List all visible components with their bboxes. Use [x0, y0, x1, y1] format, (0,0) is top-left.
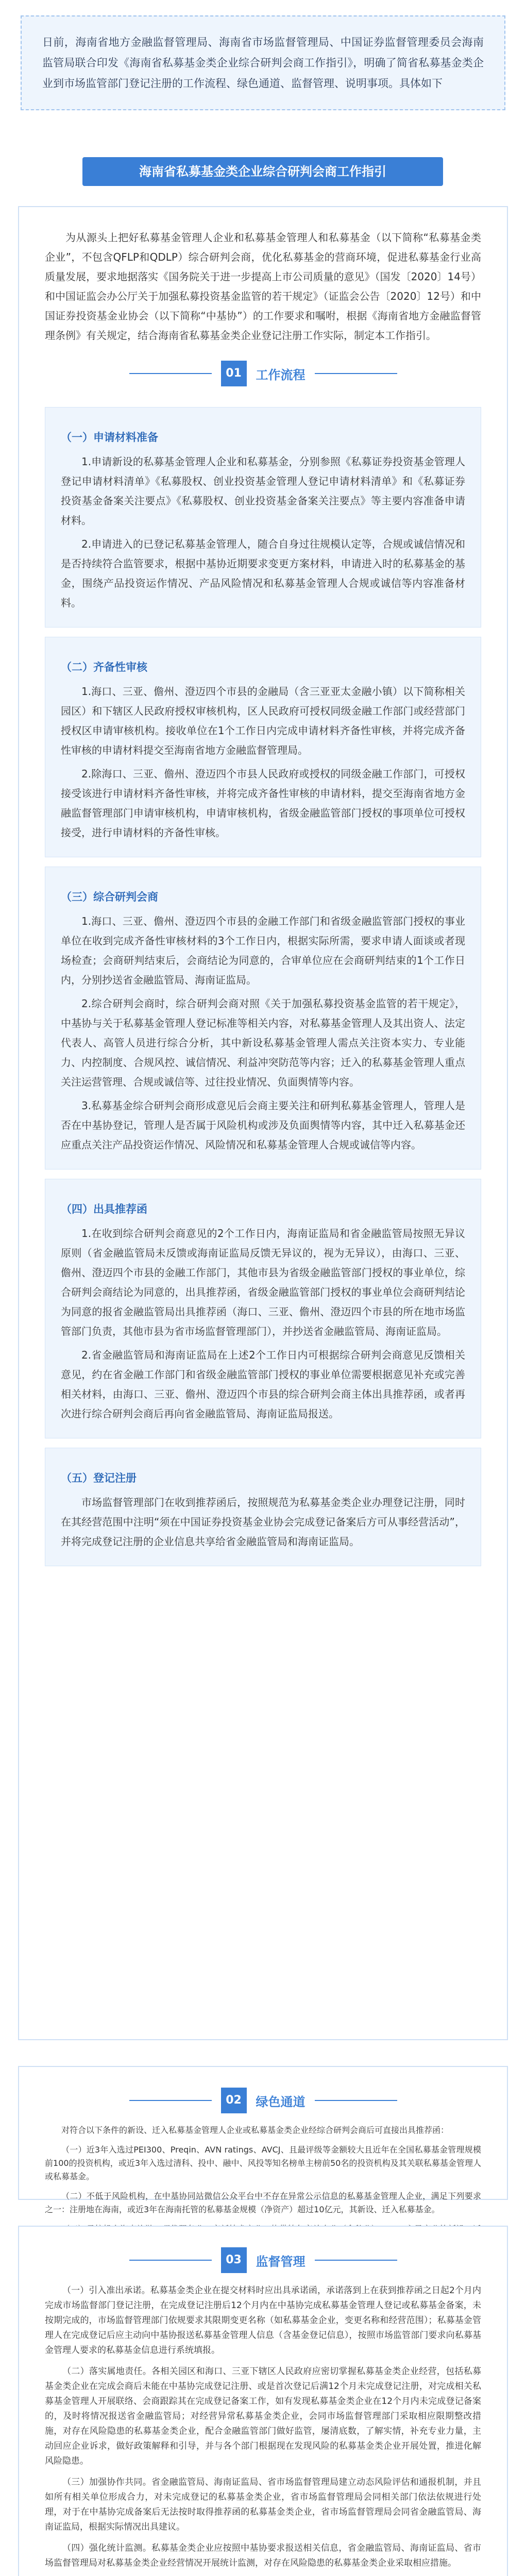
paragraph: （四）强化统计监测。私募基金类企业应按照中基协要求报送相关信息，省金融监管局、海南证监局、省市场监督管理局对私募基金类企业经营情况开展统计监测，对存在风险隐患的私募基金类企业采取相应措施。 [45, 2543, 481, 2568]
section-title: 绿色通道 [256, 2094, 306, 2109]
header-line-left [129, 2100, 212, 2101]
paragraph: 3.私募基金综合研判会商形成意见后会商主要关注和研判私募基金管理人，管理人是否在中基协登记，管理人是否属于风险机构或涉及负面舆情等内容，其中迁入私募基金还应重点关注产品投资运作情况、风险情况和私募基金管理人合规或诚信等内容。 [61, 1099, 465, 1151]
section-02-header [45, 2088, 481, 2113]
guide-title-banner: 海南省私募基金类企业综合研判会商工作指引 [82, 157, 443, 186]
subsection-box [45, 407, 481, 628]
paragraph: 2.综合研判会商时，综合研判会商对照《关于加强私募投资基金监管的若干规定》，中基协与关于私募基金管理人登记标准等相关内容，对私募基金管理人及其出资人、法定代表人、高管人员进行综合分析，其中新设私募基金管理人需点关注资本实力、专业能力、内控制度、合规风控、诚信情况、利益冲突防范等内容；迁入的私募基金管理人重点关注运营管理、合规或诚信等、过往投业情况、负面舆情等内容。 [61, 997, 465, 1088]
paragraph: 1.海口、三亚、儋州、澄迈四个市县的金融局（含三亚亚太金融小镇）以下简称相关园区）和下辖区人民政府授权审核机构，区人民政府可授权同级金融工作部门或经营部门授权区申请审核机构。接收单位在1个工作日内完成申请材料齐备性审核，并将完成齐备性审核的申请材料提交至海南省地方金融监督管理局。 [61, 685, 465, 756]
intro-text: 日前，海南省地方金融监督管理局、海南省市场监督管理局、中国证券监督管理委员会海南监管局联合印发《海南省私募基金类企业综合研判会商工作指引》，明确了简省私募基金类企业到市场监管部门登记注册的工作流程、绿色通道、监督管理、说明事项。具体如下 [42, 36, 484, 90]
paragraph: 1.海口、三亚、儋州、澄迈四个市县的金融工作部门和省级金融监管部门授权的事业单位在收到完成齐备性审核材料的3个工作日内，根据实际所需，要求申请人面谈或者现场检查；会商研判结束后，会商结论为同意的，合审单位应在会商研判结束的1个工作日内，分别抄送省金融监管局、海南证监局。 [61, 915, 465, 986]
paragraph: （一）近3年入选过PEI300、Preqin、AVN ratings、AVCJ、且最评级等金额较大且近年在全国私募基金管理规模前100的投资机构，或近3年入选过清科、投中、融中、风投等知名榜单主榜前50名的投资机构及其关联私募基金管理人或私募基金。 [45, 2145, 481, 2181]
section-02-card [18, 2066, 508, 2214]
header-line-left [129, 2260, 212, 2261]
subsection-heading: （一）申请材料准备 [61, 431, 158, 444]
header-line-left [129, 373, 212, 374]
header-line-right [315, 373, 397, 374]
section-01-card [18, 206, 508, 2040]
intro-box [21, 15, 505, 110]
paragraph: 2.申请进入的已登记私募基金管理人，随合自身过往规模认定等，合规或诚信情况和是否持续符合监管要求，根据中基协近期要求变更方案材料，申请进入时的私募基金的基金，围绕产品投资运作情况、产品风险情况和私募基金管理人合规或诚信等内容准备材料。 [61, 538, 465, 609]
subsection-heading: （四）出具推荐函 [61, 1203, 147, 1215]
section-number: 03 [221, 2247, 247, 2273]
paragraph: 市场监督管理部门在收到推荐函后，按照规范为私募基金类企业办理登记注册，同时在其经营范围中注明“须在中国证券投资基金业协会完成登记备案后方可从事经营活动”，并将完成登记注册的企业信息共享给省金融监管局和海南证监局。 [61, 1496, 465, 1548]
paragraph: 1.在收到综合研判会商意见的2个工作日内，海南证监局和省金融监管局按照无异议原则（省金融监管局未反馈或海南证监局反馈无异议的，视为无异议），由海口、三亚、儋州、澄迈四个市县的金融工作部门，其他市县为省级金融监管部门授权的事业单位，综合研判会商结论为同意的，出具推荐函，省级金融监管部门授权的事业单位会商研判结论为同意的报省金融监管局出具推荐函（海口、三亚、儋州、澄迈四个市县的所在地市场监管部门负责，其他市县为省市场监督管理部门），并抄送省金融监管局、海南证监局。 [61, 1227, 465, 1337]
paragraph: 1.申请新设的私募基金管理人企业和私募基金，分别参照《私募证券投资基金管理人登记申请材料清单》《私募股权、创业投资基金管理人登记申请材料清单》和《私募证券投资基金备案关注要点》《私募股权、创业投资基金备案关注要点》等主要内容准备申请材料。 [61, 455, 465, 527]
paragraph: （二）不低于风险机构，在中基协同站微信公众平台中不存在异常公示信息的私募基金管理人企业，满足下列要求之一：注册地在海南，或近3年在海南托管的私募基金规模（净资产）超过10亿元，其新设、迁入私募基金。 [45, 2191, 481, 2214]
paragraph: 对符合以下条件的新设、迁入私募基金管理人企业或私募基金类企业经综合研判会商后可直接出具推荐函： [61, 2125, 449, 2135]
section-01-header [45, 361, 481, 386]
paragraph: 2.省金融监管局和海南证监局在上述2个工作日内可根据综合研判会商意见反馈相关意见，约在省金融工作部门和省级金融监管部门授权的事业单位需要根据意见补充或完善相关材料，由海口、三亚、儋州、澄迈四个市县的综合研判会商主体出具推荐函，或者再次进行综合研判会商后再向省金融监管局、海南证监局报送。 [61, 1349, 465, 1420]
paragraph: （二）落实属地责任。各相关园区和海口、三亚下辖区人民政府应密切掌握私募基金类企业经营，包括私募基金类企业在完成会商后未能在中基协完成登记注册、或是首次登记后满12个月未完成登记注册，对完成相关私募基金管理人开展联络、会商跟踪其在完成登记备案工作，如有发现私募基金类企业在12个月内未完成登记备案的，及时将情况报送省金融监管局；对经营异常私募基金类企业，会同市场监督管理部门采取相应限期整改措施，对存在风险隐患的私募基金类企业，配合金融监管部门做好监管，屡清底数，了解实情，补充专业力量，主动回应企业诉求，做好政策解释和引导，并与各个部门根据现在发现风险的私募基金类企业开展处置，推进化解风险隐患。 [45, 2366, 481, 2466]
section-number: 02 [221, 2088, 247, 2113]
section-03-card [18, 2226, 508, 2576]
subsection-heading: （二）齐备性审核 [61, 661, 147, 673]
subsection-box [45, 637, 481, 857]
section-title: 监督管理 [256, 2254, 306, 2269]
subsection-heading: （五）登记注册 [61, 1472, 137, 1484]
section-number: 01 [221, 361, 247, 386]
subsection-box [45, 1448, 481, 1566]
paragraph: （三）加强协作共同。省金融监管局、海南证监局、省市场监督管理局建立动态风险评估和通报机制，并且如所有相关单位形成合力，对未完成登记的私募基金类企业，省市场监督管理局会同相关部门依法依规进行处理，对于在中基协完成备案后无法按时取得推荐函的私募基金类企业，省市场监督管理局会同省金融监管局、海南证监局，根据实际情况出具建议。 [45, 2477, 481, 2532]
section-title: 工作流程 [256, 367, 306, 382]
subsection-box [45, 867, 481, 1170]
section-03-header [45, 2247, 481, 2273]
header-line-right [315, 2100, 397, 2101]
subsection-box [45, 1179, 481, 1438]
paragraph: （一）引入准出承诺。私募基金类企业在提交材料时应出具承诺函，承诺落到上在获到推荐函之日起2个月内完成市场监督部门登记注册，在完成登记注册后12个月内在中基协完成私募基金管理人登记或私募基金备案，未按期完成的，市场监督管理部门依规要求其限期变更名称（如私募基金企业，变更名称和经营范围）；私募基金管理人在完成登记后应主动向中基协报送私募基金管理人信息（含基金登记信息），按照市场监管部门要求向私募基金管理人要求的私募基金信息进行系统填报。 [45, 2285, 481, 2355]
preface-text: 为从源头上把好私募基金管理人企业和私募基金管理人和私募基金（以下简称“私募基金类企业”，不包含QFLP和QDLP）综合研判会商，优化私募基金的营商环境，促进私募基金行业高质量发展，要求地据落实《国务院关于进一步提高上市公司质量的意见》（国发〔2020〕14号）和中国证监会办公厅关于加强私募投资基金监管的若干规定》（证监会公告〔2020〕12号）和中国证券投资基金业协会（以下简称“中基协”）的工作要求和嘱咐，根据《海南省地方金融监督管理条例》有关规定，结合海南省私募基金类企业登记注册工作实际，制定本工作指引。 [45, 231, 481, 342]
header-line-right [315, 2260, 397, 2261]
subsection-heading: （三）综合研判会商 [61, 891, 158, 903]
paragraph: 2.除海口、三亚、儋州、澄迈四个市县人民政府或授权的同级金融工作部门，可授权接受该进行申请材料齐备性审核，并将完成齐备性审核的申请材料，提交至海南省地方金融监督管理部门申请审核机构，申请审核机构，省级金融监管部门授权的事项单位可授权接受，进行申请材料的齐备性审核。 [61, 768, 465, 839]
